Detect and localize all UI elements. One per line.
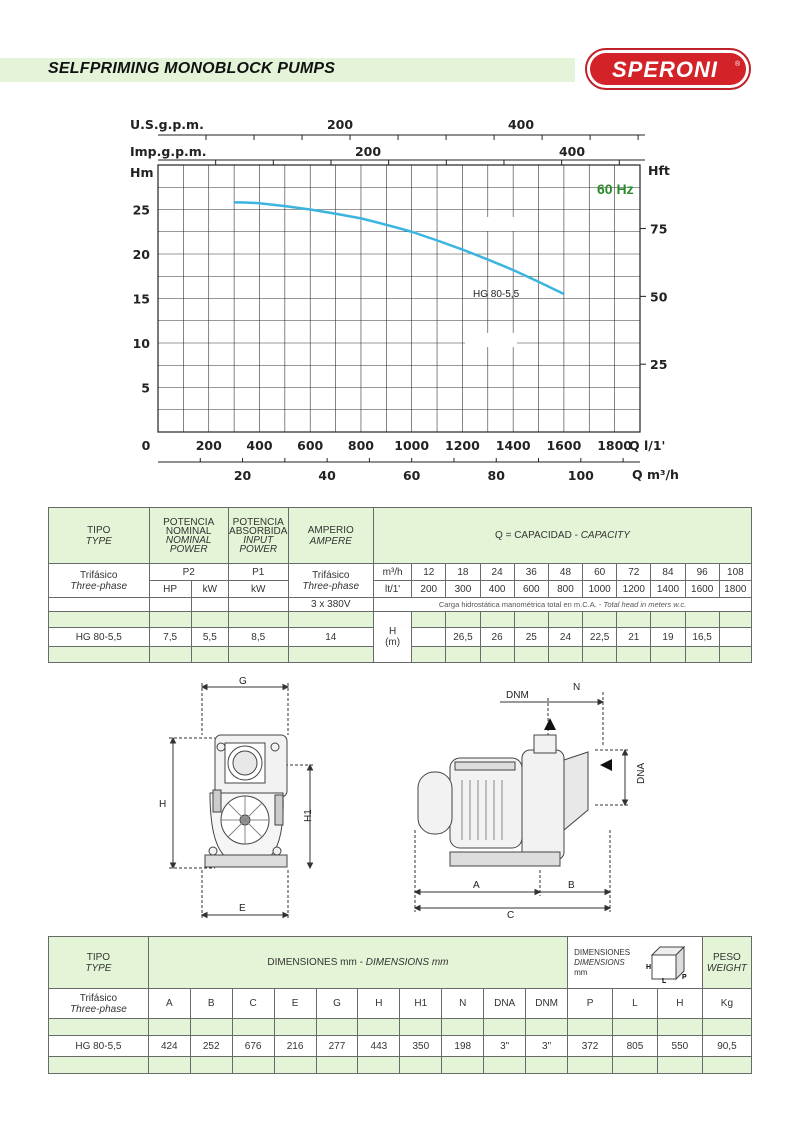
x-tick-label: 600 xyxy=(297,438,324,453)
m3h-tick-label: 100 xyxy=(567,468,594,483)
head-1: 26,5 xyxy=(446,628,480,647)
col-n: N xyxy=(442,989,484,1019)
val-dnm: 3" xyxy=(526,1036,568,1057)
ampere-header xyxy=(288,508,373,564)
head-2: 26 xyxy=(480,628,514,647)
frequency-label: 60 Hz xyxy=(597,181,634,197)
hp-value: 7,5 xyxy=(149,628,191,647)
box-icon xyxy=(644,943,692,983)
dim-tipo-en: TYPE xyxy=(85,962,112,974)
col-h-pack: H xyxy=(657,989,702,1019)
weight: WEIGHT xyxy=(706,962,747,974)
col-dna: DNA xyxy=(484,989,526,1019)
val-h-pack: 550 xyxy=(657,1036,702,1057)
weight-header xyxy=(702,937,751,989)
val-kg: 90,5 xyxy=(702,1036,751,1057)
dim-title xyxy=(148,937,567,989)
side-view-drawing xyxy=(410,680,650,920)
dim-model-name: HG 80-5,5 xyxy=(49,1036,149,1057)
amp-value: 14 xyxy=(288,628,373,647)
amperio: AMPERIO xyxy=(307,524,354,536)
q-m3h-6: 72 xyxy=(617,564,651,581)
head-note-en: Total head in meters w.c. xyxy=(603,600,687,609)
capacity-es: Q = CAPACIDAD - xyxy=(495,530,581,541)
page-title: SELFPRIMING MONOBLOCK PUMPS xyxy=(48,60,336,77)
pump-curve-chart xyxy=(110,105,700,495)
usgpm-tick-400: 400 xyxy=(507,117,535,132)
val-h1: 350 xyxy=(400,1036,442,1057)
x-tick-label: 400 xyxy=(246,438,273,453)
x-axis-label: Q l/1' xyxy=(629,438,666,453)
dim-dnm-label: DNM xyxy=(506,690,529,701)
m3h-tick-label: 20 xyxy=(233,468,252,483)
dim-h-label: H xyxy=(159,799,167,810)
q-m3h-7: 84 xyxy=(651,564,685,581)
val-a: 424 xyxy=(148,1036,190,1057)
y2-axis-label: Hft xyxy=(648,163,670,178)
val-p: 372 xyxy=(568,1036,613,1057)
q-lt-3: 600 xyxy=(514,581,548,598)
col-p: P xyxy=(568,989,613,1019)
col-dnm: DNM xyxy=(526,989,568,1019)
amp-three-phase: Three-phase xyxy=(302,580,360,592)
capacity-en: CAPACITY xyxy=(580,530,630,541)
val-l: 805 xyxy=(613,1036,658,1057)
box-h-label: H xyxy=(645,964,651,971)
input-power-header xyxy=(228,508,288,564)
col-c: C xyxy=(232,989,274,1019)
h-label: H xyxy=(388,626,397,637)
front-view-drawing xyxy=(155,675,330,925)
x-tick-label: 800 xyxy=(347,438,374,453)
col-g: G xyxy=(316,989,358,1019)
y2-tick-label: 25 xyxy=(650,357,668,373)
head-9 xyxy=(719,628,751,647)
unit-lt: lt/1' xyxy=(374,581,412,598)
dim-g-label: G xyxy=(239,676,247,687)
val-dna: 3" xyxy=(484,1036,526,1057)
usgpm-tick-200: 200 xyxy=(326,117,354,132)
chart-grid xyxy=(158,165,640,432)
impgpm-label: Imp.g.p.m. xyxy=(130,144,207,159)
q-lt-4: 800 xyxy=(548,581,582,598)
col-b: B xyxy=(190,989,232,1019)
q-lt-8: 1600 xyxy=(685,581,719,598)
head-note xyxy=(374,598,752,612)
q-m3h-0: 12 xyxy=(412,564,446,581)
pot-abs-es: POTENCIA ABSORBIDA xyxy=(229,516,288,537)
model-name: HG 80-5,5 xyxy=(49,628,150,647)
val-e: 216 xyxy=(274,1036,316,1057)
dim-trifasico-cell xyxy=(49,989,149,1019)
dim-title-en: DIMENSIONS mm xyxy=(365,957,449,968)
q-m3h-3: 36 xyxy=(514,564,548,581)
dim-title-es: DIMENSIONES mm - xyxy=(267,957,366,968)
tipo-en: TYPE xyxy=(85,535,112,547)
pot-nom-en: NOMINAL POWER xyxy=(165,534,212,555)
dim-a-label: A xyxy=(473,880,480,891)
peso: PESO xyxy=(713,951,741,963)
y-tick-label: 20 xyxy=(132,247,150,262)
x-tick-label: 200 xyxy=(195,438,222,453)
head-0 xyxy=(412,628,446,647)
m3h-tick-label: 60 xyxy=(402,468,421,483)
dim-c-label: C xyxy=(507,910,515,920)
y2-tick-label: 50 xyxy=(650,289,668,305)
dim-b-label: B xyxy=(568,880,575,891)
origin-label: 0 xyxy=(141,438,151,453)
kw-label-p1: kW xyxy=(228,581,288,598)
q-lt-6: 1200 xyxy=(617,581,651,598)
dim-e-label: E xyxy=(239,903,246,914)
val-b: 252 xyxy=(190,1036,232,1057)
q-lt-2: 400 xyxy=(480,581,514,598)
head-4: 24 xyxy=(548,628,582,647)
col-h1: H1 xyxy=(400,989,442,1019)
h-label-cell xyxy=(374,612,412,663)
head-note-es: Carga hidrostática manométrica total en m.C.A. - xyxy=(438,600,604,609)
dim-h1-label: H1 xyxy=(303,809,314,822)
nominal-power-header xyxy=(149,508,228,564)
p2-label: P2 xyxy=(149,564,228,581)
y-tick-label: 10 xyxy=(132,336,150,351)
dim-dna-label: DNA xyxy=(636,762,647,784)
unit-m3h: m³/h xyxy=(374,564,412,581)
x-tick-label: 1000 xyxy=(394,438,430,453)
discharge-arrow xyxy=(544,718,556,730)
head-7: 19 xyxy=(651,628,685,647)
q-lt-9: 1800 xyxy=(719,581,751,598)
trifasico: Trifásico xyxy=(80,569,118,581)
head-6: 21 xyxy=(617,628,651,647)
voltage: 3 x 380V xyxy=(288,598,373,612)
head-3: 25 xyxy=(514,628,548,647)
val-n: 198 xyxy=(442,1036,484,1057)
brand-mark: ® xyxy=(735,61,741,68)
pot-abs-en: INPUT POWER xyxy=(239,534,278,555)
tipo-header xyxy=(49,508,150,564)
q-m3h-4: 48 xyxy=(548,564,582,581)
kw-label-p2: kW xyxy=(191,581,228,598)
pack-unit: mm xyxy=(574,967,588,977)
y-tick-label: 5 xyxy=(141,380,150,396)
pack-en: DIMENSIONS xyxy=(574,957,625,967)
box-p-label: P xyxy=(681,974,687,981)
dim-trifasico: Trifásico xyxy=(79,992,118,1004)
x-tick-label: 1800 xyxy=(597,438,633,453)
ampere: AMPERE xyxy=(309,535,352,547)
p1-value: 8,5 xyxy=(228,628,288,647)
y-axis-label: Hm xyxy=(130,165,154,180)
head-5: 22,5 xyxy=(583,628,617,647)
head-8: 16,5 xyxy=(685,628,719,647)
hp-label: HP xyxy=(149,581,191,598)
amp-trifasico-cell xyxy=(288,564,373,598)
val-h: 443 xyxy=(358,1036,400,1057)
pack-dims-header xyxy=(568,937,703,989)
q-lt-1: 300 xyxy=(446,581,480,598)
col-l: L xyxy=(613,989,658,1019)
x-tick-label: 1400 xyxy=(495,438,531,453)
q-m3h-9: 108 xyxy=(719,564,751,581)
white-blot xyxy=(465,333,517,347)
usgpm-label: U.S.g.p.m. xyxy=(130,117,204,132)
tipo-es: TIPO xyxy=(87,524,111,536)
kw-value: 5,5 xyxy=(191,628,228,647)
speroni-logo xyxy=(585,48,751,90)
col-kg: Kg xyxy=(702,989,751,1019)
brand-text: SPERONI xyxy=(611,57,719,82)
q-lt-5: 1000 xyxy=(583,581,617,598)
series-label: HG 80-5,5 xyxy=(473,289,520,300)
val-c: 676 xyxy=(232,1036,274,1057)
dim-n-label: N xyxy=(573,682,581,693)
col-h: H xyxy=(358,989,400,1019)
white-blot xyxy=(465,217,517,231)
performance-table xyxy=(48,507,752,663)
m3h-tick-label: 40 xyxy=(318,468,336,483)
box-l-label: L xyxy=(661,978,667,983)
val-g: 277 xyxy=(316,1036,358,1057)
curve-hg-80-5-5 xyxy=(234,202,564,294)
dim-three-phase: Three-phase xyxy=(70,1003,127,1015)
q-m3h-8: 96 xyxy=(685,564,719,581)
dimensions-table xyxy=(48,936,752,1074)
suction-arrow xyxy=(600,759,612,771)
trifasico-cell xyxy=(49,564,150,598)
pot-nom-es: POTENCIA NOMINAL xyxy=(163,516,215,537)
q-m3h-1: 18 xyxy=(446,564,480,581)
dim-tipo-es: TIPO xyxy=(86,951,111,963)
col-a: A xyxy=(148,989,190,1019)
capacity-header xyxy=(374,508,752,564)
amp-trifasico: Trifásico xyxy=(312,569,350,581)
impgpm-tick-200: 200 xyxy=(354,144,382,159)
y-tick-label: 25 xyxy=(132,202,150,218)
impgpm-tick-400: 400 xyxy=(558,144,586,159)
y-tick-label: 15 xyxy=(132,291,150,307)
three-phase: Three-phase xyxy=(70,580,128,592)
x-tick-label: 1600 xyxy=(546,438,582,453)
m3h-axis-label: Q m³/h xyxy=(632,467,679,482)
p1-label: P1 xyxy=(228,564,288,581)
q-lt-7: 1400 xyxy=(651,581,685,598)
q-m3h-2: 24 xyxy=(480,564,514,581)
x-tick-label: 1200 xyxy=(445,438,480,453)
m3h-tick-label: 80 xyxy=(487,468,505,483)
q-lt-0: 200 xyxy=(412,581,446,598)
col-e: E xyxy=(274,989,316,1019)
h-unit: (m) xyxy=(385,637,401,648)
dim-tipo-header xyxy=(49,937,149,989)
y2-tick-label: 75 xyxy=(650,221,668,237)
pack-es: DIMENSIONES xyxy=(574,947,631,957)
q-m3h-5: 60 xyxy=(583,564,617,581)
